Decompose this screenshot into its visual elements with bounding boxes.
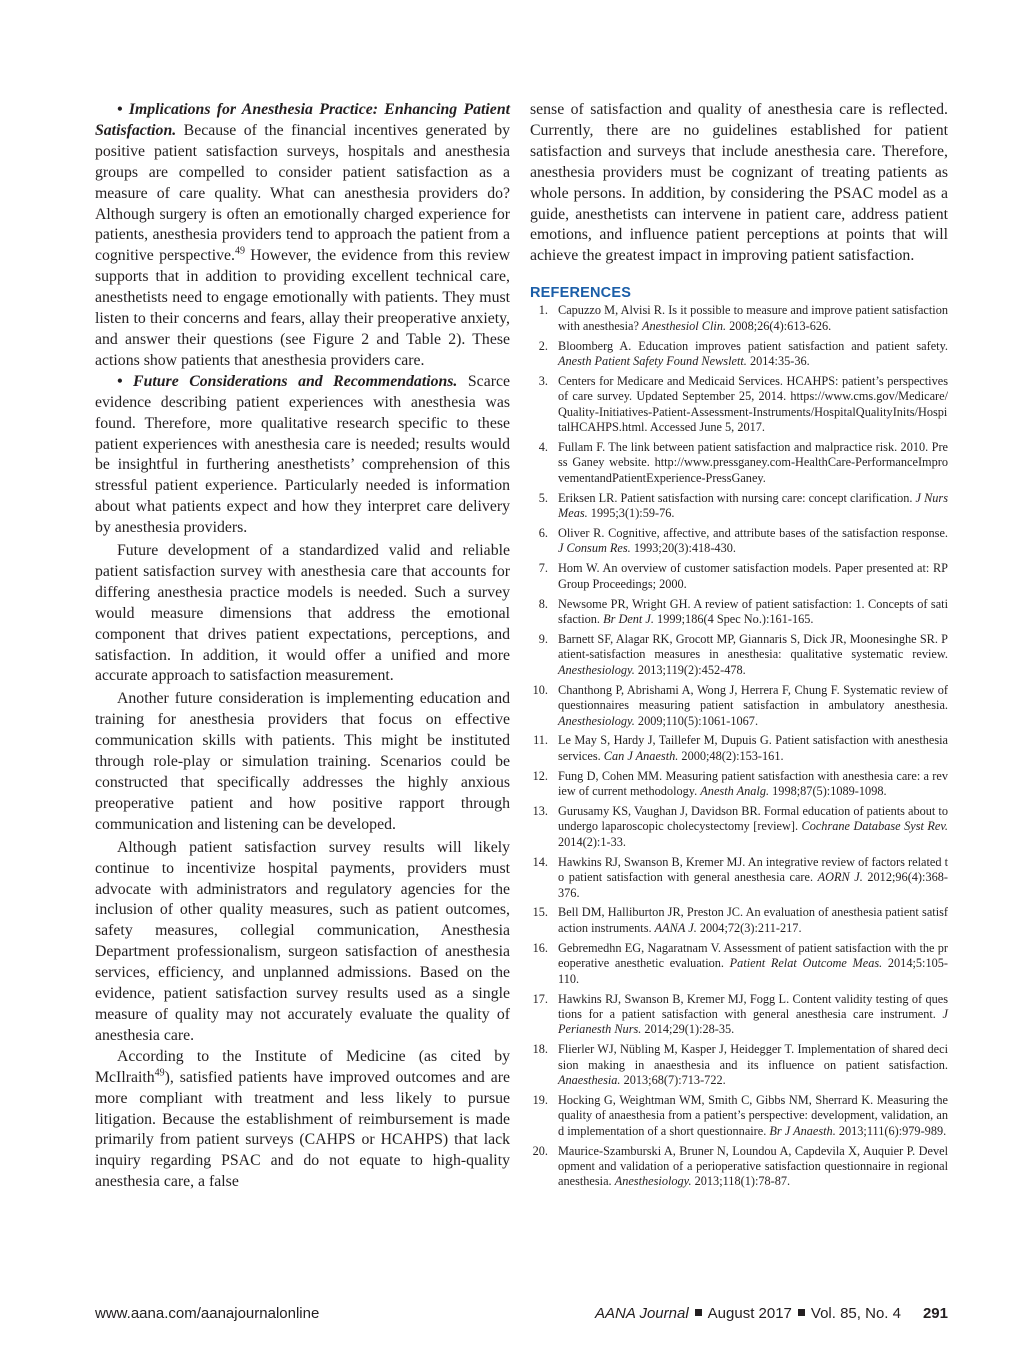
reference-journal: Br J Anaesth.: [769, 1123, 836, 1138]
reference-journal: J Nurs Meas.: [558, 490, 948, 521]
reference-details: 2013;68(7):713-722.: [620, 1073, 726, 1088]
reference-item: [530, 597, 948, 628]
reference-item: [530, 1144, 948, 1190]
reference-item: [530, 855, 948, 901]
citation-superscript: 49: [234, 246, 245, 258]
references-heading: REFERENCES: [530, 285, 632, 302]
reference-number: 18.: [532, 1042, 548, 1057]
reference-journal: Anesthesiology.: [558, 713, 635, 728]
reference-item: [530, 440, 948, 486]
citation-superscript: 49: [154, 1067, 165, 1079]
reference-text: Maurice-Szamburski A, Bruner N, Loundou A, Capdevila X, Auquier P. Development and validation of a perioperative satisfaction questionnaire in regional anesthesia.: [558, 1143, 948, 1189]
right-column: [530, 100, 948, 1194]
reference-details: 2004;72(3):211-217.: [696, 920, 802, 935]
reference-details: 2014;5:105-110.: [558, 956, 948, 986]
reference-item: [530, 491, 948, 522]
reference-item: [530, 769, 948, 800]
reference-list: [530, 303, 948, 1190]
reference-text: Eriksen LR. Patient satisfaction with nursing care: concept clarification.: [558, 490, 916, 505]
implications-paragraph: • Implications for Anesthesia Practice: Enhancing Patient Satisfaction. Because of the financial incentives generated by positive patient satisfaction surveys, hospitals and anesthesia groups are compelled to consider patient satisfaction as a measure of care quality. What can anesthesia providers do? Although surgery is often an emotionally charged experience for patients, anesthesia providers tend to approach the patient from a cognitive perspective.$^{49}$ However, the evidence from this review supports that in addition to providing excellent technical care, anesthetists need to engage emotionally with patients. They must listen to their concerns and fears, allay their preoperative anxiety, and answer their questions (see Figure 2 and Table 2). These actions show patients that anesthesia providers care.: [95, 101, 510, 369]
body-paragraph: Another future consideration is implementing education and training for anesthesia providers that focus on effective communication skills with patients. This might be instituted through role-play or simulation training. Scenarios could be constructed that specifically addresses the highly anxious preoperative patient and how positive rapport through communication and listening can be developed.: [95, 690, 510, 833]
square-bullet-icon: [695, 1309, 702, 1316]
body-paragraph: Future development of a standardized valid and reliable patient satisfaction survey with anesthesia care that accounts for differing anesthesia practice models is needed. Such a survey would measure dimensions that address the emotional component that drives patient expectations, perceptions, and satisfaction. In addition, it would offer a unified and more accurate approach to satisfaction measurement.: [95, 542, 510, 685]
reference-item: [530, 1093, 948, 1139]
reference-details: 1999;186(4 Spec No.):161-165.: [653, 612, 814, 627]
reference-number: 9.: [538, 631, 548, 646]
reference-number: 17.: [532, 991, 548, 1006]
reference-details: 1995;3(1):59-76.: [587, 506, 675, 521]
reference-text: Oliver R. Cognitive, affective, and attribute bases of the satisfaction response.: [558, 526, 948, 541]
reference-text: Fullam F. The link between patient satisfaction and malpractice risk. 2010. Press Ganey website. http://www.pressganey.com-HealthCare-PerformanceImprovementandPatientExperience-PressGaney.: [558, 440, 948, 485]
reference-text: Fung D, Cohen MM. Measuring patient satisfaction with anesthesia care: a review of current methodology.: [558, 768, 948, 799]
reference-number: 14.: [532, 854, 548, 869]
reference-text: Gebremedhn EG, Nagaratnam V. Assessment of patient satisfaction with the preoperative anesthetic evaluation.: [558, 940, 948, 971]
reference-item: [530, 339, 948, 370]
footer-citation: [595, 1305, 948, 1322]
reference-text: Hawkins RJ, Swanson B, Kremer MJ. An integrative review of factors related to patient satisfaction with general anesthesia care.: [558, 854, 948, 885]
reference-number: 11.: [533, 733, 548, 748]
reference-text: Hawkins RJ, Swanson B, Kremer MJ, Fogg L. Content validity testing of questions for a patient satisfaction with general anesthesia care instrument.: [558, 991, 948, 1021]
implications-heading: • Implications for Anesthesia Practice: Enhancing Patient Satisfaction.: [95, 101, 510, 139]
reference-journal: Anesthesiology.: [558, 662, 635, 677]
reference-number: 2.: [538, 338, 548, 353]
reference-journal: Br Dent J.: [603, 612, 654, 627]
reference-item: [530, 733, 948, 764]
reference-details: 2000;48(2):153-161.: [678, 748, 784, 763]
future-heading: • Future Considerations and Recommendations.: [117, 372, 458, 390]
square-bullet-icon: [798, 1309, 805, 1316]
reference-journal: Anesth Patient Safety Found Newslett.: [558, 353, 747, 368]
reference-journal: Anesth Analg.: [700, 784, 770, 799]
reference-text: Bell DM, Halliburton JR, Preston JC. An evaluation of anesthesia patient satisfaction instruments.: [558, 905, 948, 935]
reference-details: 1998;87(5):1089-1098.: [769, 784, 887, 799]
reference-number: 15.: [532, 905, 548, 920]
volume-issue: Vol. 85, No. 4: [810, 1305, 901, 1322]
reference-number: 1.: [538, 303, 548, 318]
reference-journal: J Perianesth Nurs.: [558, 1006, 948, 1037]
reference-text: Centers for Medicare and Medicaid Services. HCAHPS: patient’s perspectives of care survey. Updated September 25, 2014. https://www.cms.gov/Medicare/Quality-Initiatives-Patient-Assessment-Instruments/HospitalQualityInits/HospitalHCAHPS.html. Accessed June 5, 2017.: [558, 373, 948, 435]
reference-number: 3.: [538, 373, 548, 388]
reference-item: [530, 303, 948, 334]
reference-item: [530, 941, 948, 987]
reference-number: 12.: [532, 768, 548, 783]
continued-paragraph: sense of satisfaction and quality of anesthesia care is reflected. Currently, there are no guidelines established for patient satisfaction and surveys that include anesthesia care. Therefore, anesthesia providers must be cognizant of treating patients as whole persons. In addition, by considering the PSAC model as a guide, anesthetists can intervene in patient care, address patient emotions, and influence patient perceptions at points that will achieve the greatest impact in improving patient satisfaction.: [530, 101, 948, 265]
reference-journal: Anesthesiol Clin.: [642, 318, 727, 333]
body-paragraph: According to the Institute of Medicine (as cited by McIlraith$^{49}$), satisfied patients have improved outcomes and are more compliant with treatment and less likely to pursue litigation. Because the establishment of reimbursement is made primarily from patient surveys (CAHPS or HCAHPS) that lack inquiry regarding PSAC and do not equate to high-quality anesthesia care, a false: [95, 1047, 510, 1191]
reference-details: 2014:35-36.: [746, 353, 810, 368]
reference-journal: Can J Anaesth.: [603, 748, 679, 763]
reference-text: Barnett SF, Alagar RK, Grocott MP, Giannaris S, Dick JR, Moonesinghe SR. Patient-satisfaction measures in anesthesia: qualitative systematic review.: [558, 631, 948, 662]
issue-date: August 2017: [707, 1305, 792, 1322]
reference-text: Le May S, Hardy J, Taillefer M, Dupuis G. Patient satisfaction with anesthesia services.: [558, 733, 948, 763]
reference-number: 6.: [538, 526, 548, 541]
reference-text: Chanthong P, Abrishami A, Wong J, Herrera F, Chung F. Systematic review of questionnaires measuring patient satisfaction in ambulatory anesthesia.: [558, 682, 948, 713]
reference-details: 2009;110(5):1061-1067.: [634, 713, 759, 728]
reference-number: 5.: [538, 490, 548, 505]
reference-journal: AORN J.: [817, 870, 863, 885]
reference-details: 2013;119(2):452-478.: [634, 662, 746, 677]
reference-details: 2008;26(4):613-626.: [726, 318, 832, 333]
reference-text: Flierler WJ, Nübling M, Kasper J, Heidegger T. Implementation of shared decision making in anaesthesia and its influence on patient satisfaction.: [558, 1042, 948, 1072]
reference-number: 13.: [532, 804, 548, 819]
reference-item: [530, 632, 948, 678]
reference-text: Capuzzo M, Alvisi R. Is it possible to measure and improve patient satisfaction with anesthesia?: [558, 303, 948, 333]
reference-details: 2012;96(4):368-376.: [558, 870, 948, 900]
reference-journal: Anaesthesia.: [558, 1073, 621, 1088]
reference-number: 8.: [538, 596, 548, 611]
reference-text: Hom W. An overview of customer satisfaction models. Paper presented at: RP Group Proceedings; 2000.: [558, 561, 948, 591]
page-footer: [95, 1305, 948, 1325]
reference-details: 2013;118(1):78-87.: [691, 1174, 791, 1189]
reference-details: 2014;29(1):28-35.: [641, 1022, 735, 1037]
reference-journal: AANA J.: [654, 920, 697, 935]
reference-item: [530, 1042, 948, 1088]
reference-item: [530, 804, 948, 850]
reference-item: [530, 526, 948, 557]
reference-item: [530, 992, 948, 1038]
reference-text: Newsome PR, Wright GH. A review of patient satisfaction: 1. Concepts of satisfaction.: [558, 596, 948, 627]
reference-number: 10.: [532, 682, 548, 697]
reference-journal: J Consum Res.: [558, 541, 631, 556]
reference-text: Gurusamy KS, Vaughan J, Davidson BR. Formal education of patients about to undergo laparoscopic cholecystectomy [review].: [558, 804, 948, 834]
reference-item: [530, 683, 948, 729]
journal-name: AANA Journal: [595, 1305, 689, 1322]
reference-text: Hocking G, Weightman WM, Smith C, Gibbs NM, Sherrard K. Measuring the quality of anaesthesia from a patient’s perspective: development, validation, and implementation of a short questionnaire.: [558, 1092, 948, 1138]
reference-number: 20.: [532, 1143, 548, 1158]
reference-item: [530, 561, 948, 592]
reference-journal: Cochrane Database Syst Rev.: [801, 819, 948, 834]
body-paragraph: Although patient satisfaction survey results will likely continue to incentivize hospital payments, providers must advocate with administrators and regulatory agencies for the inclusion of other quality measures, such as patient outcomes, safety measures, collegial communication, Anesthesia Department professionalism, surgeon satisfaction of anesthesia services, efficiency, and unplanned admissions. Based on the evidence, patient satisfaction survey results used as a single measure of quality may not accurately evaluate the quality of anesthesia care.: [95, 838, 510, 1044]
future-paragraph: • Future Considerations and Recommendations. Scarce evidence describing patient experiences with anesthesia was found. Therefore, more qualitative research specific to these patient experiences with anesthesia care is needed; results would be insightful in furthering anesthetists’ comprehension of this stressful patient experience. Particularly needed is information about what patients expect and how they interpret care delivery by anesthesia providers.: [95, 372, 510, 537]
reference-text: Bloomberg A. Education improves patient satisfaction and patient safety.: [558, 338, 948, 353]
left-column: [95, 100, 510, 1193]
reference-number: 7.: [538, 561, 548, 576]
reference-item: [530, 374, 948, 436]
reference-number: 4.: [538, 440, 548, 454]
reference-number: 16.: [532, 940, 548, 955]
page-number: 291: [922, 1305, 948, 1322]
reference-journal: Anesthesiology.: [614, 1174, 692, 1189]
reference-journal: Patient Relat Outcome Meas.: [729, 956, 883, 971]
journal-url-link[interactable]: www.aana.com/aanajournalonline: [95, 1305, 320, 1322]
reference-details: 2014(2):1-33.: [558, 834, 626, 849]
reference-details: 1993;20(3):418-430.: [630, 541, 736, 556]
reference-details: 2013;111(6):979-989.: [835, 1123, 947, 1138]
reference-number: 19.: [532, 1092, 548, 1107]
reference-item: [530, 905, 948, 936]
